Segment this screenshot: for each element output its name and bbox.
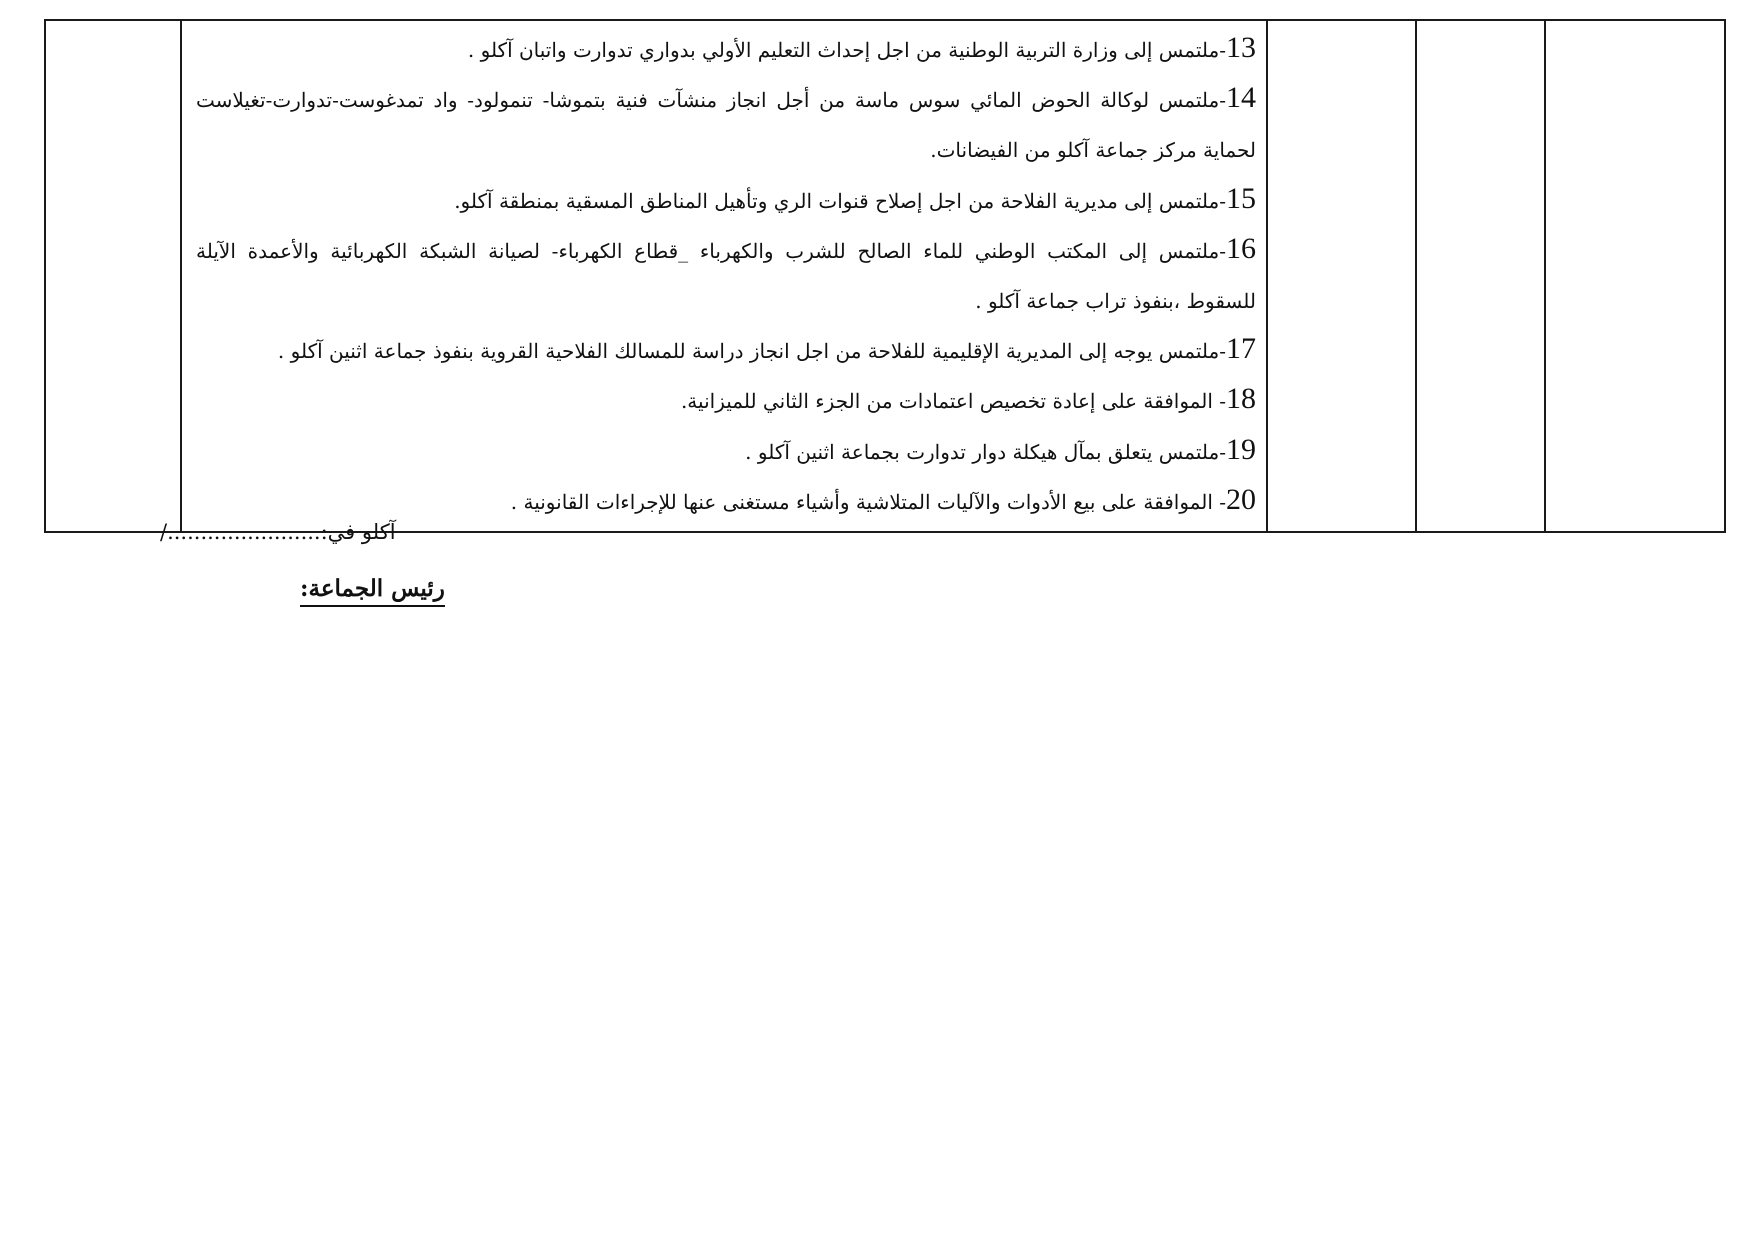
agenda-item	[196, 75, 1256, 175]
agenda-item-text: -ملتمس يتعلق بمآل هيكلة دوار تدوارت بجماعة اثنين آكلو .	[745, 439, 1226, 464]
agenda-items-list	[182, 21, 1266, 531]
agenda-item	[196, 176, 1256, 226]
signature-label: رئيس الجماعة:	[300, 575, 445, 607]
agenda-item	[196, 226, 1256, 326]
agenda-item	[196, 427, 1256, 477]
agenda-item-number: 15	[1226, 181, 1256, 215]
agenda-item-text: -ملتمس إلى مديرية الفلاحة من اجل إصلاح قنوات الري وتأهيل المناطق المسقية بمنطقة آكلو.	[454, 188, 1226, 213]
agenda-item-text: -ملتمس إلى وزارة التربية الوطنية من اجل إحداث التعليم الأولي بدواري تدوارت واتبان آكلو .	[467, 38, 1226, 62]
agenda-item	[196, 326, 1256, 376]
agenda-items-cell	[181, 20, 1267, 532]
agenda-item-text: - الموافقة على إعادة تخصيص اعتمادات من الجزء الثاني للميزانية.	[680, 389, 1226, 414]
agenda-item	[196, 25, 1256, 75]
table-cell-empty	[1416, 20, 1545, 532]
agenda-table	[44, 19, 1726, 533]
agenda-item-text: -ملتمس يوجه إلى المديرية الإقليمية للفلاحة من اجل انجاز دراسة للمسالك الفلاحية القروية بنفوذ جماعة اثنين آكلو .	[277, 339, 1226, 364]
agenda-item-text: - الموافقة على بيع الأدوات والآليات المتلاشية وأشياء مستغنى عنها للإجراءات القانونية .	[510, 489, 1226, 514]
table-row	[45, 20, 1725, 532]
agenda-item-number: 16	[1226, 231, 1256, 265]
agenda-item-number: 14	[1226, 81, 1256, 115]
agenda-item-number: 19	[1226, 432, 1256, 466]
place-date-line: آكلو في:......................./	[160, 520, 396, 544]
agenda-item	[196, 376, 1256, 426]
agenda-item-text: -ملتمس إلى المكتب الوطني للماء الصالح للشرب والكهرباء _قطاع الكهرباء- لصيانة الشبكة الكهربائية والأعمدة الآيلة للسقوط ،بنفوذ تراب جماعة آكلو .	[196, 238, 1256, 314]
agenda-item-number: 20	[1226, 482, 1256, 516]
agenda-item-number: 13	[1226, 31, 1256, 64]
table-cell-empty	[1267, 20, 1416, 532]
agenda-item-number: 17	[1226, 332, 1256, 366]
table-cell-empty	[45, 20, 181, 532]
agenda-item-number: 18	[1226, 382, 1256, 416]
agenda-item-text: -ملتمس لوكالة الحوض المائي سوس ماسة من أجل انجاز منشآت فنية بتموشا- تنمولود- واد تمدغوست-تدوارت-تغيلاست لحماية مركز جماعة آكلو من الفيضانات.	[196, 88, 1256, 163]
table-cell-empty	[1545, 20, 1725, 532]
